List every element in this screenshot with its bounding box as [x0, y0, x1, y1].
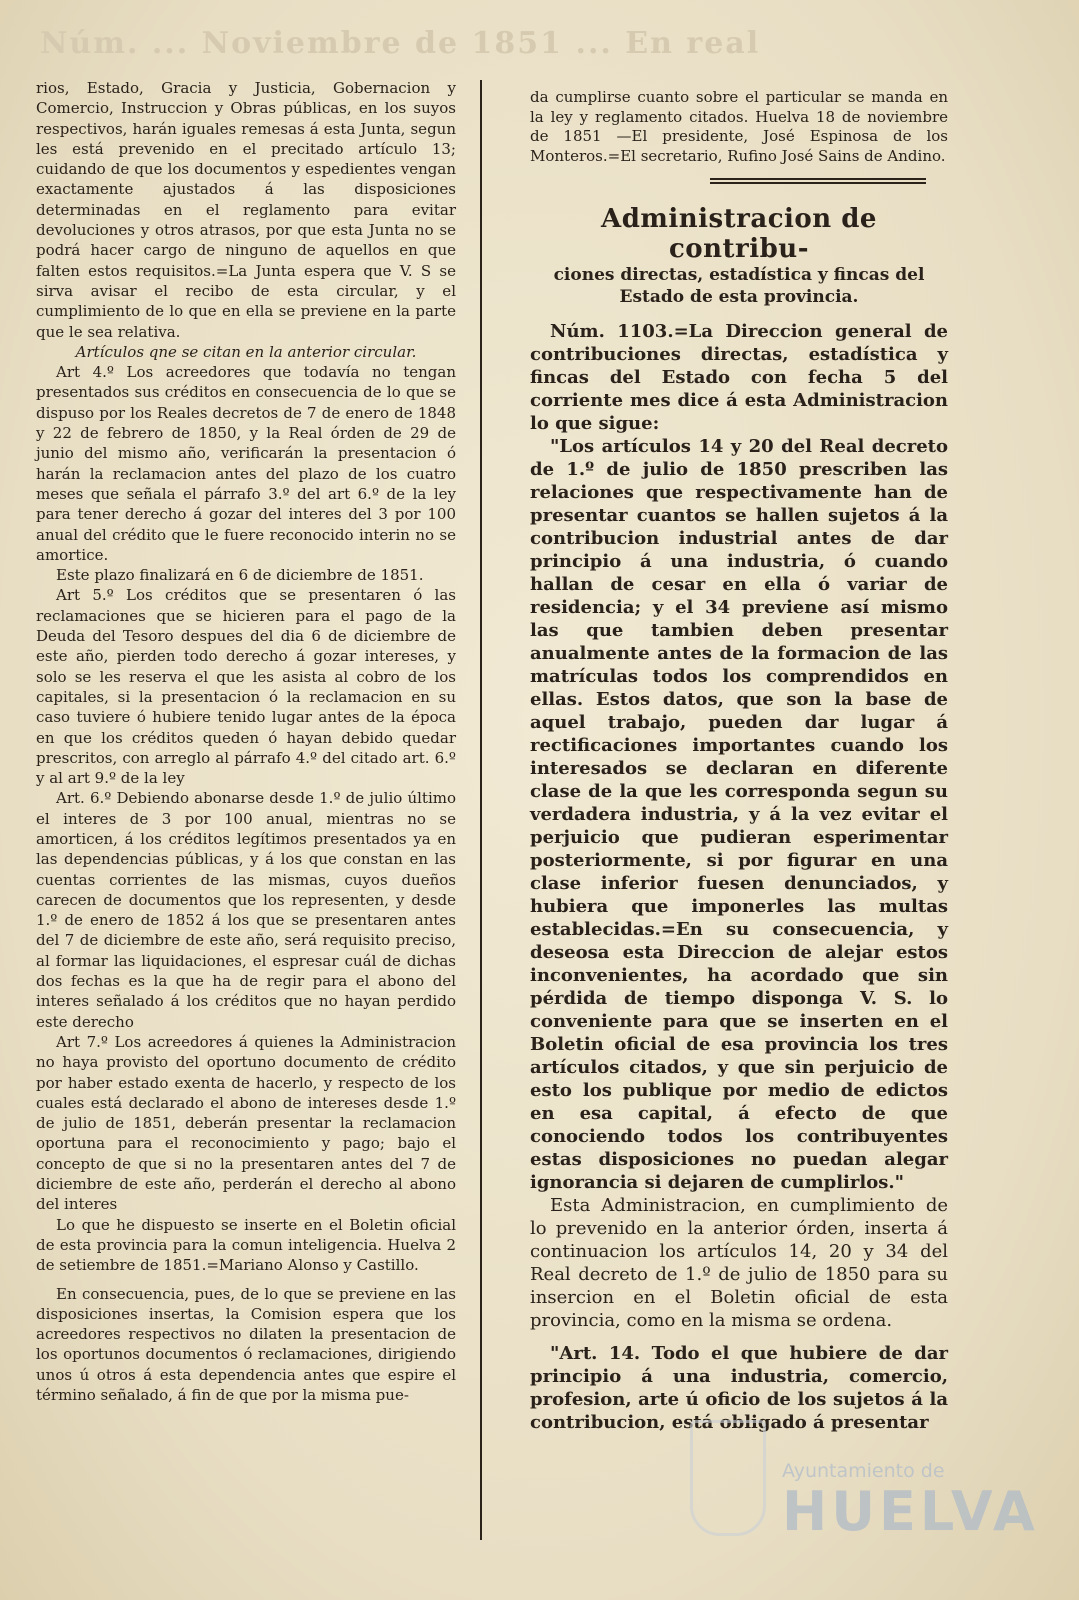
- watermark-line-1: Ayuntamiento de: [782, 1460, 945, 1482]
- article-5: Art 5.º Los créditos que se presentaren ó las reclamaciones que se hicieren para el pago de la Deuda del Tesoro despues del dia 6 de diciembre de este año, pierden todo derecho á gozar intereses, y solo se les reserva el que les asista al cobro de los capitales, si la presentacion ó la reclamacion en su caso tuviere ó hubiere tenido lugar antes de la época en que los créditos queden ó hayan debido quedar prescritos, con arreglo al párrafo 4.º del citado art. 6.º y al art 9.º de la ley: [36, 586, 456, 788]
- right-column: [530, 88, 948, 1434]
- right-continuation: da cumplirse cuanto sobre el particular se manda en la ley y reglamento citados. Huelva 18 de noviembre de 1851 —El presidente, José Espinosa de los Monteros.=El secretario, Rufino José Sains de Andino.: [530, 88, 948, 165]
- section-subheading: ciones directas, estadística y fincas del Estado de esta provincia.: [553, 265, 925, 307]
- publication-note: Lo que he dispuesto se inserte en el Boletin oficial de esta provincia para la comun inteligencia. Huelva 2 de setiembre de 1851.=Mariano Alonso y Castillo.: [36, 1215, 456, 1275]
- plazo-note: Este plazo finalizará en 6 de diciembre de 1851.: [56, 566, 424, 585]
- article-14: "Art. 14. Todo el que hubiere de dar principio á una industria, comercio, profesion, arte ú oficio de los sujetos á la contribucion, está obligado á presentar: [530, 1343, 948, 1433]
- administration-paragraph: Esta Administracion, en cumplimiento de lo prevenido en la anterior órden, inserta á continuacion los artículos 14, 20 y 34 del Real decreto de 1.º de julio de 1850 para su insercion en el Boletin oficial de esta provincia, como en la misma se ordena.: [530, 1195, 948, 1331]
- coat-of-arms-watermark: [690, 1420, 766, 1536]
- direction-quote: "Los artículos 14 y 20 del Real decreto de 1.º de julio de 1850 prescriben las relaciones que respectivamente han de presentar cuantos se hallen sujetos á la contribucion industrial antes de dar principio á una industria, ó cuando hallan de cesar en ella ó variar de residencia; y el 34 previene así mismo las que tambien deben presentar anualmente antes de la formacion de las matrículas todos los comprendidos en ellas. Estos datos, que son la base de aquel trabajo, pueden dar lugar á rectificaciones importantes cuando los interesados se declaran en diferente clase de la que les corresponda segun su verdadera industria, y á la vez evitar el perjuicio que pudieran esperimentar posteriormente, si por figurar en una clase inferior fuesen denunciados, y hubiera que imponerles las multas establecidas.=En su consecuencia, y deseosa esta Direccion de alejar estos inconvenientes, ha acordado que sin pérdida de tiempo disponga V. S. lo conveniente para que se inserten en el Boletin oficial de esa provincia los tres artículos citados, y que sin perjuicio de esto los publique por medio de edictos en esa capital, á efecto de que conociendo todos los contribuyentes estas disposiciones no puedan alegar ignorancia si dejaren de cumplirlos.": [530, 436, 948, 1193]
- article-4: Art 4.º Los acreedores que todavía no tengan presentados sus créditos en consecuencia de lo que se dispuso por los Reales decretos de 7 de enero de 1848 y 22 de febrero de 1850, y la Real órden de 29 de junio del mismo año, verificarán la presentacion ó harán la reclamacion antes del plazo de los cuatro meses que señala el párrafo 3.º del art 6.º de la ley para tener derecho á gozar del interes del 3 por 100 anual del crédito que le fuere reconocido interin no se amortice.: [36, 363, 456, 564]
- bleed-through-header: Núm. ... Noviembre de 1851 ... En real: [40, 26, 761, 61]
- left-column: [36, 78, 456, 1405]
- notice-number: Núm. 1103.=La Direccion general de contribuciones directas, estadística y fincas del Estado con fecha 5 del corriente mes dice á esta Administracion lo que sigue:: [530, 321, 948, 434]
- column-divider: [480, 80, 482, 1540]
- section-heading: Administracion de contribu-: [601, 204, 877, 264]
- consequence-paragraph: En consecuencia, pues, de lo que se previene en las disposiciones insertas, la Comision espera que los acreedores respectivos no dilaten la presentacion de los oportunos documentos ó reclamaciones, dirigiendo unos ú otros á esta dependencia antes que espire el término señalado, á fin de que por la misma pue-: [36, 1284, 456, 1404]
- article-7: Art 7.º Los acreedores á quienes la Administracion no haya provisto del oportuno documento de crédito por haber estado exenta de hacerlo, y respecto de los cuales está declarado el abono de intereses desde 1.º de julio de 1851, deberán presentar la reclamacion oportuna para el reconocimiento y pago; bajo el concepto de que si no la presentaren antes del 7 de diciembre de este año, perderán el derecho al abono del interes: [36, 1032, 456, 1214]
- left-paragraph-1: rios, Estado, Gracia y Justicia, Gobernacion y Comercio, Instruccion y Obras públicas, en los suyos respectivos, harán iguales remesas á esta Junta, segun les está prevenido en el precitado artículo 13; cuidando de que los documentos y espedientes vengan exactamente ajustados á las disposiciones determinadas en el reglamento para evitar devoluciones y otros atrasos, por que esta Junta no se podrá hacer cargo de ninguno de aquellos en que falten estos requisitos.=La Junta espera que V. S se sirva avisar el recibo de esta circular, y el cumplimiento de lo que en ella se previene en la parte que le sea relativa.: [36, 79, 456, 341]
- article-6: Art. 6.º Debiendo abonarse desde 1.º de julio último el interes de 3 por 100 anual, mientras no se amorticen, á los créditos legítimos presentados ya en las dependencias públicas, y á los que constan en las cuentas corrientes de las mismas, cuyos dueños carecen de documentos que los representen, y desde 1.º de enero de 1852 á los que se presentaren antes del 7 de diciembre de este año, será requisito preciso, al formar las liquidaciones, el espresar cuál de dichas dos fechas es la que ha de regir para el abono del interes señalado á los créditos que no hayan perdido este derecho: [36, 789, 456, 1031]
- section-rule: [710, 178, 926, 184]
- articles-title: Artículos qne se citan en la anterior circular.: [75, 342, 417, 361]
- watermark-line-2: HUELVA: [782, 1480, 1039, 1543]
